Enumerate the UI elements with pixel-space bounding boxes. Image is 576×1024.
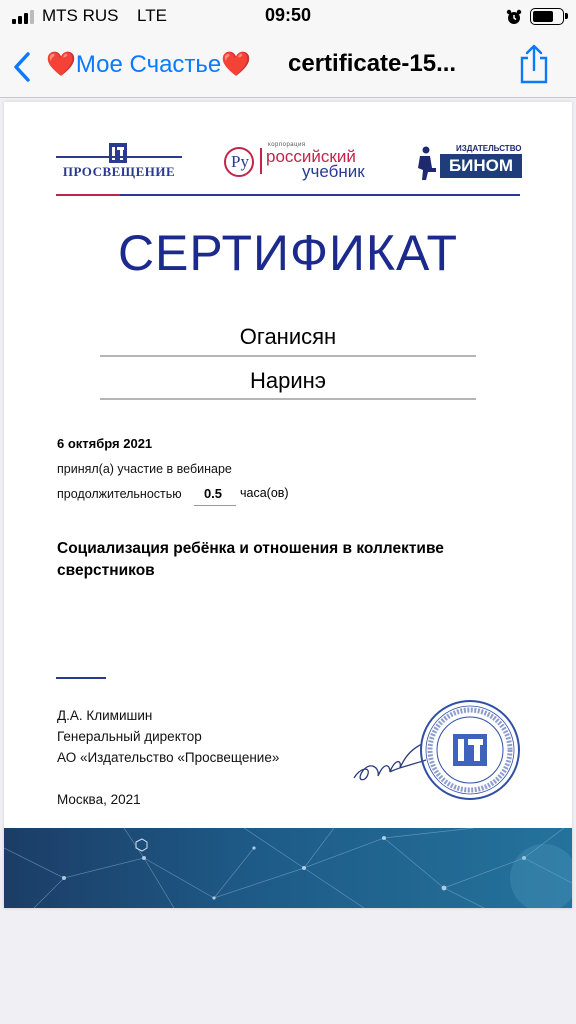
russian-textbook-logo: Ру корпорация российский учебник (224, 142, 374, 182)
status-bar (0, 0, 576, 36)
signer-role: Генеральный директор (57, 729, 202, 744)
prosveshchenie-text: ПРОСВЕЩЕНИЕ (62, 164, 176, 179)
certificate-title: СЕРТИФИКАТ (117, 225, 459, 281)
duration-underline (194, 505, 236, 506)
duration-value: 0.5 (203, 486, 223, 501)
last-name: Оганисян (239, 324, 337, 349)
battery-icon (530, 8, 564, 25)
header-divider-accent (56, 194, 120, 196)
document-title: certificate-15... (288, 50, 457, 77)
header-divider (56, 194, 520, 196)
alarm-icon (506, 9, 522, 25)
chevron-left-icon[interactable] (12, 51, 32, 83)
share-icon[interactable] (518, 44, 550, 84)
first-name-underline (100, 398, 476, 400)
last-name-underline (100, 355, 476, 357)
clock: 09:50 (264, 5, 312, 25)
event-date: 6 октября 2021 (57, 436, 153, 451)
network-label: LTE (137, 6, 167, 25)
navigation-bar (0, 36, 576, 98)
duration-label: продолжительностью (57, 487, 182, 501)
webinar-topic: Социализация ребёнка и отношения в коллективе сверстников (57, 540, 444, 579)
decorative-footer-band (4, 828, 572, 908)
place-and-year: Москва, 2021 (57, 792, 141, 807)
back-button[interactable]: ❤️Мое Счастье❤️ (46, 51, 252, 78)
signature-divider (56, 677, 106, 679)
reader-figure-icon (414, 146, 436, 182)
signer-organization: АО «Издательство «Просвещение» (57, 750, 280, 765)
ru-emblem-icon: Ру (224, 147, 254, 177)
signer-name: Д.А. Климишин (57, 708, 153, 723)
prosveshchenie-mark-icon (108, 142, 128, 164)
prosveshchenie-logo (56, 142, 184, 200)
document-viewer[interactable] (0, 98, 576, 1024)
duration-unit: часа(ов) (240, 486, 289, 500)
official-seal (418, 698, 522, 802)
first-name: Наринэ (249, 368, 327, 393)
participation-text: принял(а) участие в вебинаре (57, 462, 232, 476)
binom-logo: ИЗДАТЕЛЬСТВО БИНОМ (414, 142, 522, 184)
carrier-label: MTS RUS (42, 6, 119, 25)
certificate-page (4, 102, 572, 908)
